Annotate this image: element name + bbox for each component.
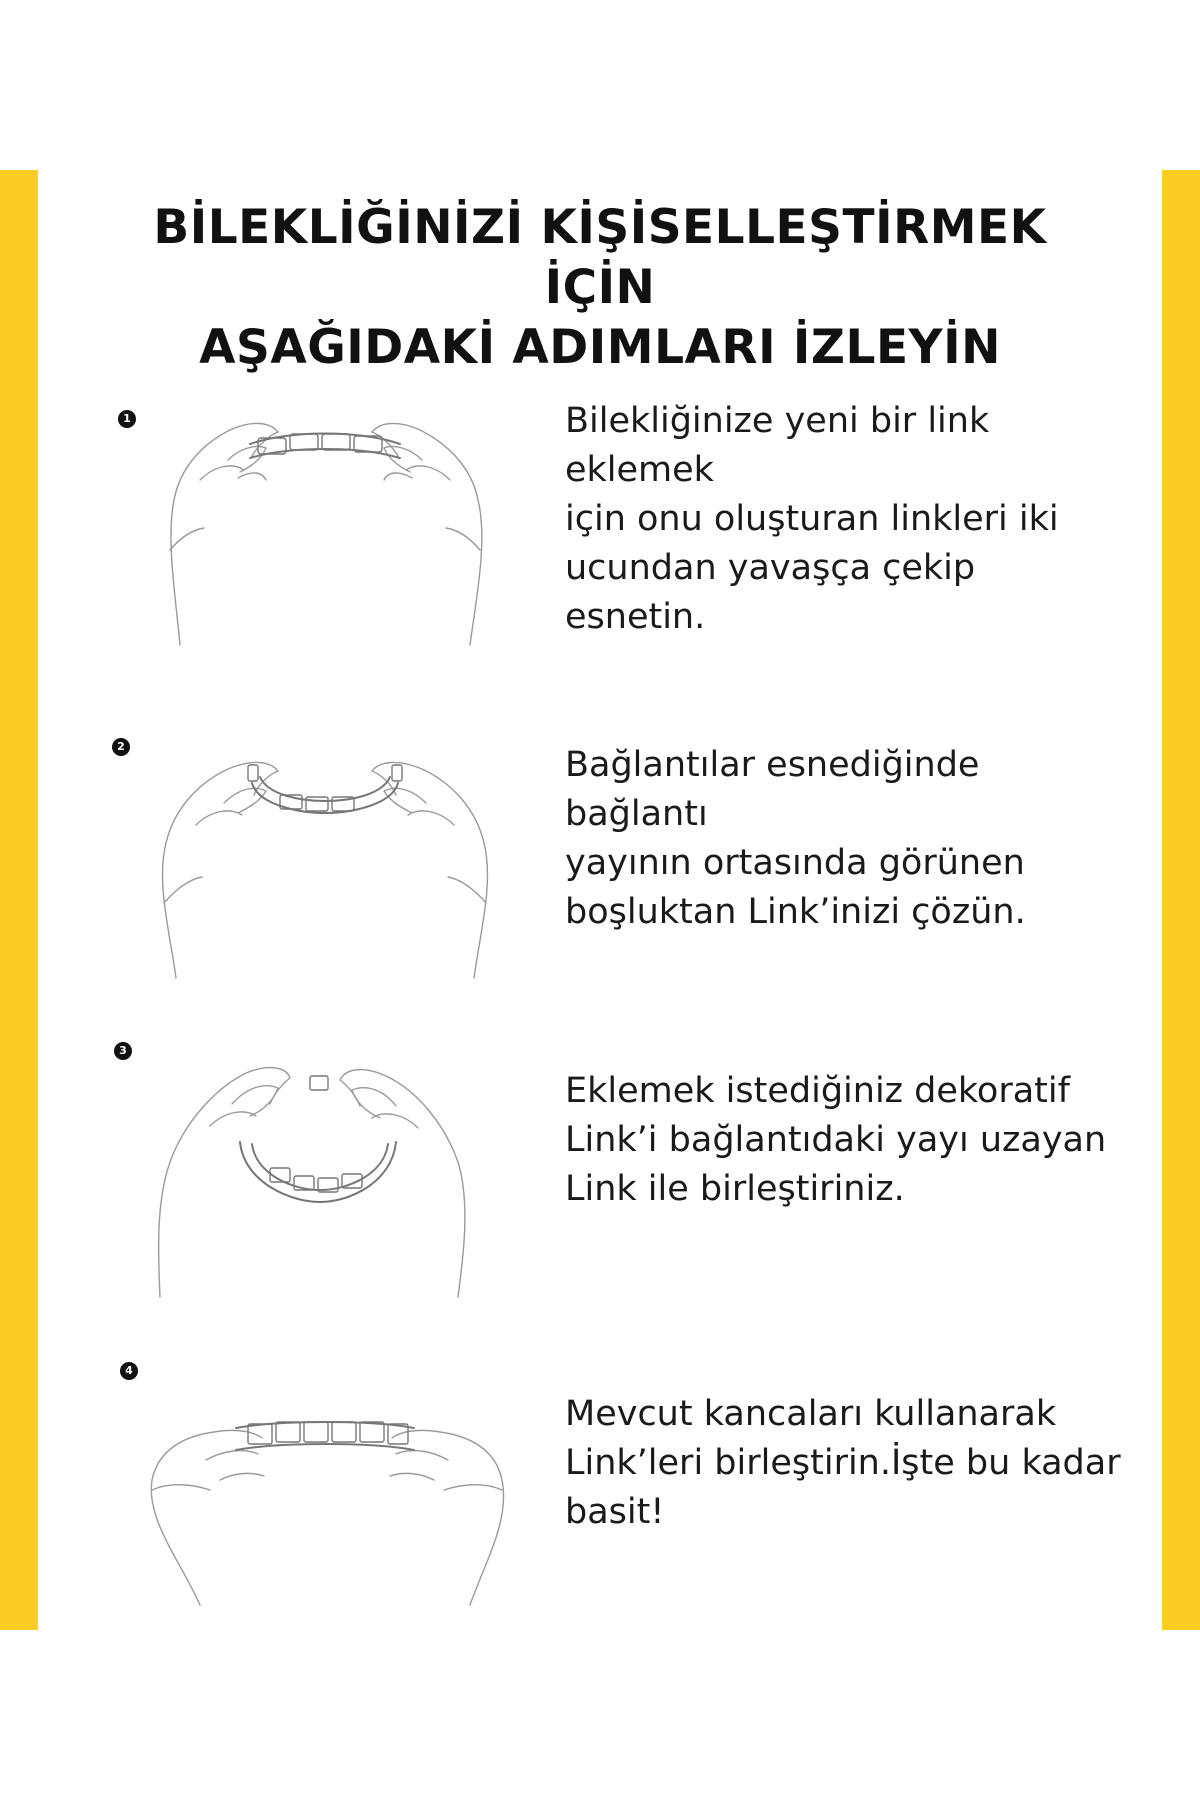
page-title [120, 198, 1080, 378]
step-text-line: Eklemek istediğiniz dekoratif [565, 1071, 1070, 1111]
step-text-line: Link ile birleştiriniz. [565, 1169, 905, 1209]
hands-detaching-link-icon [140, 733, 510, 983]
step-number-badge: 3 [114, 1042, 132, 1060]
step-text-line: boşluktan Link’inizi çözün. [565, 892, 1026, 932]
hands-attaching-decorative-link-icon [140, 1052, 510, 1302]
step-number-badge: 4 [120, 1362, 138, 1380]
title-line-2: AŞAĞIDAKİ ADIMLARI İZLEYİN [199, 320, 1001, 375]
step-text-line: Link’i bağlantıdaki yayı uzayan [565, 1120, 1107, 1160]
step-number-badge: 1 [118, 410, 136, 428]
step-4 [0, 1360, 1200, 1660]
step-1 [0, 395, 1200, 695]
step-description [565, 397, 1125, 642]
step-description [565, 1390, 1125, 1537]
step-3 [0, 1040, 1200, 1340]
hands-stretching-bracelet-icon [140, 400, 510, 650]
step-description [565, 741, 1125, 937]
step-text-line: yayının ortasında görünen [565, 843, 1025, 883]
step-text-line: Bilekliğinize yeni bir link eklemek [565, 401, 990, 490]
step-description [565, 1067, 1125, 1214]
step-text-line: Mevcut kancaları kullanarak [565, 1394, 1057, 1434]
step-text-line: için onu oluşturan linkleri iki [565, 499, 1059, 539]
step-text-line: ucundan yavaşça çekip esnetin. [565, 548, 976, 637]
hands-holding-completed-bracelet-icon [140, 1380, 510, 1630]
step-2 [0, 733, 1200, 1033]
title-line-1: BİLEKLİĞİNİZİ KİŞİSELLEŞTİRMEK İÇİN [153, 200, 1047, 315]
step-text-line: Bağlantılar esnediğinde bağlantı [565, 745, 980, 834]
step-text-line: Link’leri birleştirin.İşte bu kadar [565, 1443, 1121, 1483]
step-text-line: basit! [565, 1492, 665, 1532]
step-number-badge: 2 [112, 738, 130, 756]
